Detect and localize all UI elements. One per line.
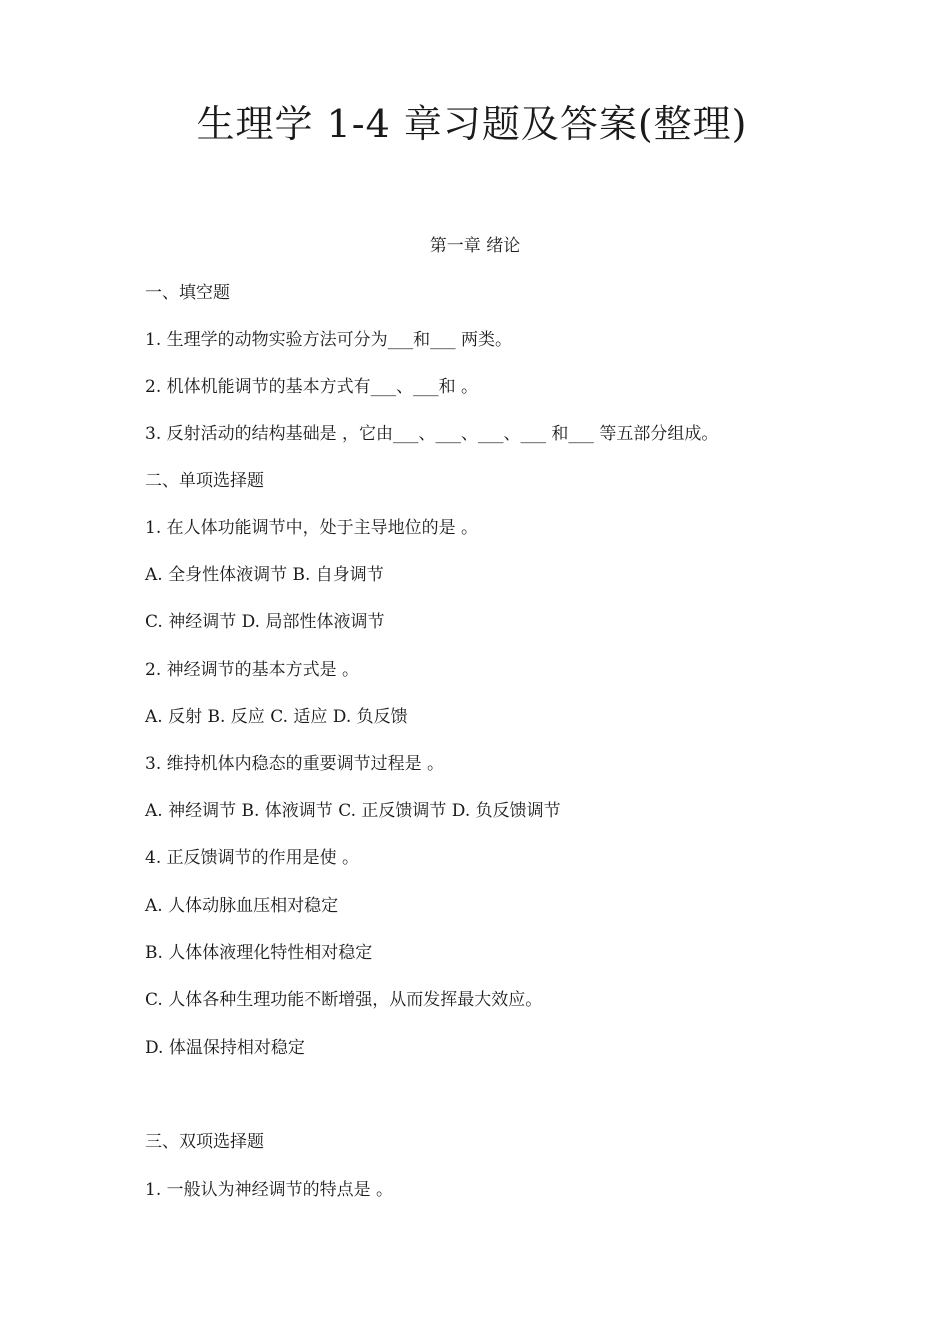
option-line: C. 人体各种生理功能不断增强，从而发挥最大效应。 [145, 990, 543, 1010]
option-line: A. 全身性体液调节 B. 自身调节 [145, 565, 384, 585]
question-line: 1. 在人体功能调节中，处于主导地位的是 。 [145, 518, 479, 538]
section-heading-single-choice: 二、单项选择题 [145, 471, 264, 491]
question-line: 3. 反射活动的结构基础是 ，它由___、___、___、___ 和___ 等五部分组成。 [145, 424, 719, 444]
question-line: 1. 生理学的动物实验方法可分为___和___ 两类。 [145, 330, 513, 350]
question-line: 2. 神经调节的基本方式是 。 [145, 660, 360, 680]
option-line: C. 神经调节 D. 局部性体液调节 [145, 612, 385, 632]
question-line: 4. 正反馈调节的作用是使 。 [145, 848, 360, 868]
section-heading-double-choice: 三、双项选择题 [145, 1132, 264, 1152]
question-line: 2. 机体机能调节的基本方式有___、___和 。 [145, 377, 479, 397]
option-line: A. 神经调节 B. 体液调节 C. 正反馈调节 D. 负反馈调节 [145, 801, 561, 821]
section-heading-fill-in: 一、填空题 [145, 283, 230, 303]
option-line: D. 体温保持相对稳定 [145, 1038, 305, 1058]
option-line: A. 人体动脉血压相对稳定 [145, 896, 339, 916]
option-line: A. 反射 B. 反应 C. 适应 D. 负反馈 [145, 707, 408, 727]
option-line: B. 人体体液理化特性相对稳定 [145, 943, 373, 963]
question-line: 3. 维持机体内稳态的重要调节过程是 。 [145, 754, 445, 774]
document-title: 生理学 1-4 章习题及答案(整理) [196, 102, 748, 146]
question-line: 1. 一般认为神经调节的特点是 。 [145, 1180, 394, 1200]
chapter-title: 第一章 绪论 [429, 236, 521, 256]
